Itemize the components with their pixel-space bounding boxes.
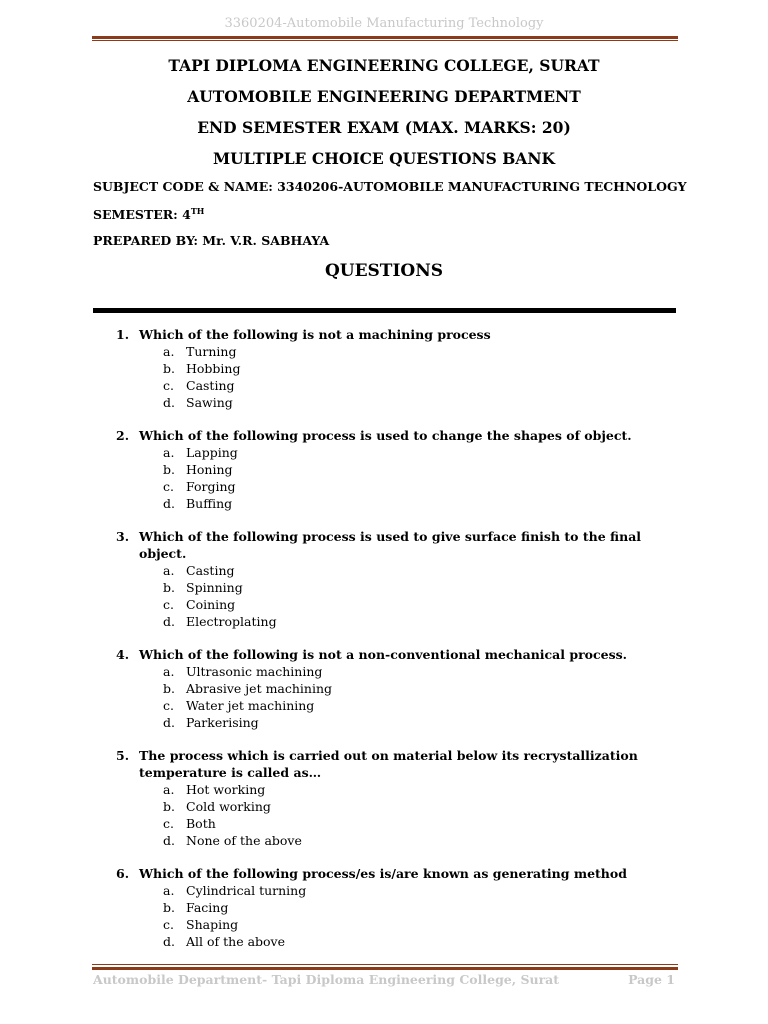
section-heading: QUESTIONS bbox=[324, 261, 444, 281]
option-list bbox=[0, 343, 768, 411]
answer-option bbox=[0, 714, 768, 731]
question-number: 4. bbox=[116, 647, 130, 662]
option-letter: c. bbox=[163, 917, 174, 932]
option-text: All of the above bbox=[186, 934, 286, 949]
option-text: None of the above bbox=[186, 833, 302, 848]
answer-option bbox=[0, 478, 768, 495]
option-letter: b. bbox=[163, 361, 175, 376]
semester-label: SEMESTER: 4 bbox=[93, 207, 191, 222]
question-number: 2. bbox=[116, 428, 130, 443]
answer-option bbox=[0, 680, 768, 697]
answer-option bbox=[0, 444, 768, 461]
section-divider bbox=[93, 308, 676, 313]
option-text: Facing bbox=[186, 900, 229, 915]
option-letter: d. bbox=[163, 934, 175, 949]
answer-option bbox=[0, 832, 768, 849]
question-text bbox=[0, 747, 768, 781]
question-number: 1. bbox=[116, 327, 130, 342]
exam-title: END SEMESTER EXAM (MAX. MARKS: 20) bbox=[197, 118, 571, 137]
footer-rule-thin bbox=[92, 964, 678, 965]
option-letter: c. bbox=[163, 816, 174, 831]
option-letter: b. bbox=[163, 462, 175, 477]
answer-option bbox=[0, 613, 768, 630]
question-item bbox=[0, 326, 768, 411]
option-text: Ultrasonic machining bbox=[186, 664, 323, 679]
question-text bbox=[0, 865, 768, 882]
option-text: Cold working bbox=[186, 799, 271, 814]
question-number: 6. bbox=[116, 866, 130, 881]
answer-option bbox=[0, 461, 768, 478]
option-letter: b. bbox=[163, 900, 175, 915]
option-letter: b. bbox=[163, 681, 175, 696]
running-header: 3360204-Automobile Manufacturing Technology bbox=[224, 16, 544, 31]
question-number: 5. bbox=[116, 748, 130, 763]
prepared-by-line: PREPARED BY: Mr. V.R. SABHAYA bbox=[93, 233, 330, 248]
question-prompt: Which of the following process is used to change the shapes of object. bbox=[139, 428, 632, 443]
option-letter: d. bbox=[163, 496, 175, 511]
answer-option bbox=[0, 562, 768, 579]
option-letter: d. bbox=[163, 833, 175, 848]
answer-option bbox=[0, 815, 768, 832]
question-prompt: Which of the following process is used to give surface finish to the final object. bbox=[139, 529, 642, 561]
option-text: Shaping bbox=[186, 917, 239, 932]
option-text: Hot working bbox=[186, 782, 266, 797]
answer-option bbox=[0, 663, 768, 680]
option-text: Hobbing bbox=[186, 361, 241, 376]
option-text: Casting bbox=[186, 563, 235, 578]
option-letter: c. bbox=[163, 378, 174, 393]
answer-option bbox=[0, 596, 768, 613]
answer-option bbox=[0, 933, 768, 950]
page-number: Page 1 bbox=[628, 972, 675, 987]
option-letter: a. bbox=[163, 883, 175, 898]
option-text: Lapping bbox=[186, 445, 238, 460]
college-title: TAPI DIPLOMA ENGINEERING COLLEGE, SURAT bbox=[168, 56, 600, 75]
option-letter: a. bbox=[163, 664, 175, 679]
option-letter: c. bbox=[163, 479, 174, 494]
option-list bbox=[0, 781, 768, 849]
answer-option bbox=[0, 343, 768, 360]
answer-option bbox=[0, 377, 768, 394]
answer-option bbox=[0, 394, 768, 411]
footer-rule-thick bbox=[92, 967, 678, 970]
question-list bbox=[0, 326, 768, 966]
option-text: Casting bbox=[186, 378, 235, 393]
header-rule-thick bbox=[92, 36, 678, 39]
option-text: Coining bbox=[186, 597, 236, 612]
option-list bbox=[0, 562, 768, 630]
option-letter: a. bbox=[163, 782, 175, 797]
option-letter: c. bbox=[163, 698, 174, 713]
subject-line: SUBJECT CODE & NAME: 3340206-AUTOMOBILE MANUFACTURING TECHNOLOGY bbox=[93, 179, 687, 194]
option-text: Spinning bbox=[186, 580, 243, 595]
question-prompt: Which of the following process/es is/are known as generating method bbox=[139, 866, 627, 881]
question-text bbox=[0, 528, 768, 562]
option-text: Parkerising bbox=[186, 715, 259, 730]
question-text bbox=[0, 326, 768, 343]
answer-option bbox=[0, 916, 768, 933]
option-text: Sawing bbox=[186, 395, 233, 410]
answer-option bbox=[0, 360, 768, 377]
answer-option bbox=[0, 899, 768, 916]
option-letter: d. bbox=[163, 614, 175, 629]
question-text bbox=[0, 427, 768, 444]
question-item bbox=[0, 528, 768, 630]
option-text: Buffing bbox=[186, 496, 233, 511]
header-rule-thin bbox=[92, 40, 678, 41]
option-letter: a. bbox=[163, 445, 175, 460]
question-text bbox=[0, 646, 768, 663]
option-letter: b. bbox=[163, 799, 175, 814]
option-text: Honing bbox=[186, 462, 233, 477]
answer-option bbox=[0, 798, 768, 815]
question-item bbox=[0, 646, 768, 731]
answer-option bbox=[0, 882, 768, 899]
option-list bbox=[0, 444, 768, 512]
question-number: 3. bbox=[116, 529, 130, 544]
answer-option bbox=[0, 495, 768, 512]
option-text: Abrasive jet machining bbox=[186, 681, 333, 696]
option-letter: a. bbox=[163, 563, 175, 578]
option-text: Electroplating bbox=[186, 614, 277, 629]
bank-title: MULTIPLE CHOICE QUESTIONS BANK bbox=[213, 149, 555, 168]
option-list bbox=[0, 663, 768, 731]
option-letter: d. bbox=[163, 395, 175, 410]
option-letter: c. bbox=[163, 597, 174, 612]
question-item bbox=[0, 427, 768, 512]
option-text: Forging bbox=[186, 479, 236, 494]
question-item bbox=[0, 865, 768, 950]
option-letter: a. bbox=[163, 344, 175, 359]
option-text: Both bbox=[186, 816, 216, 831]
option-text: Cylindrical turning bbox=[186, 883, 307, 898]
department-title: AUTOMOBILE ENGINEERING DEPARTMENT bbox=[187, 87, 581, 106]
question-prompt: Which of the following is not a non-conventional mechanical process. bbox=[139, 647, 628, 662]
semester-line bbox=[93, 206, 204, 222]
semester-superscript: TH bbox=[190, 206, 205, 216]
answer-option bbox=[0, 579, 768, 596]
option-list bbox=[0, 882, 768, 950]
answer-option bbox=[0, 781, 768, 798]
question-prompt: The process which is carried out on material below its recrystallization temperature is called as… bbox=[139, 748, 638, 780]
option-letter: b. bbox=[163, 580, 175, 595]
answer-option bbox=[0, 697, 768, 714]
question-prompt: Which of the following is not a machining process bbox=[139, 327, 491, 342]
option-text: Water jet machining bbox=[186, 698, 315, 713]
option-letter: d. bbox=[163, 715, 175, 730]
question-item bbox=[0, 747, 768, 849]
option-text: Turning bbox=[186, 344, 237, 359]
footer-text: Automobile Department- Tapi Diploma Engineering College, Surat bbox=[93, 972, 560, 987]
